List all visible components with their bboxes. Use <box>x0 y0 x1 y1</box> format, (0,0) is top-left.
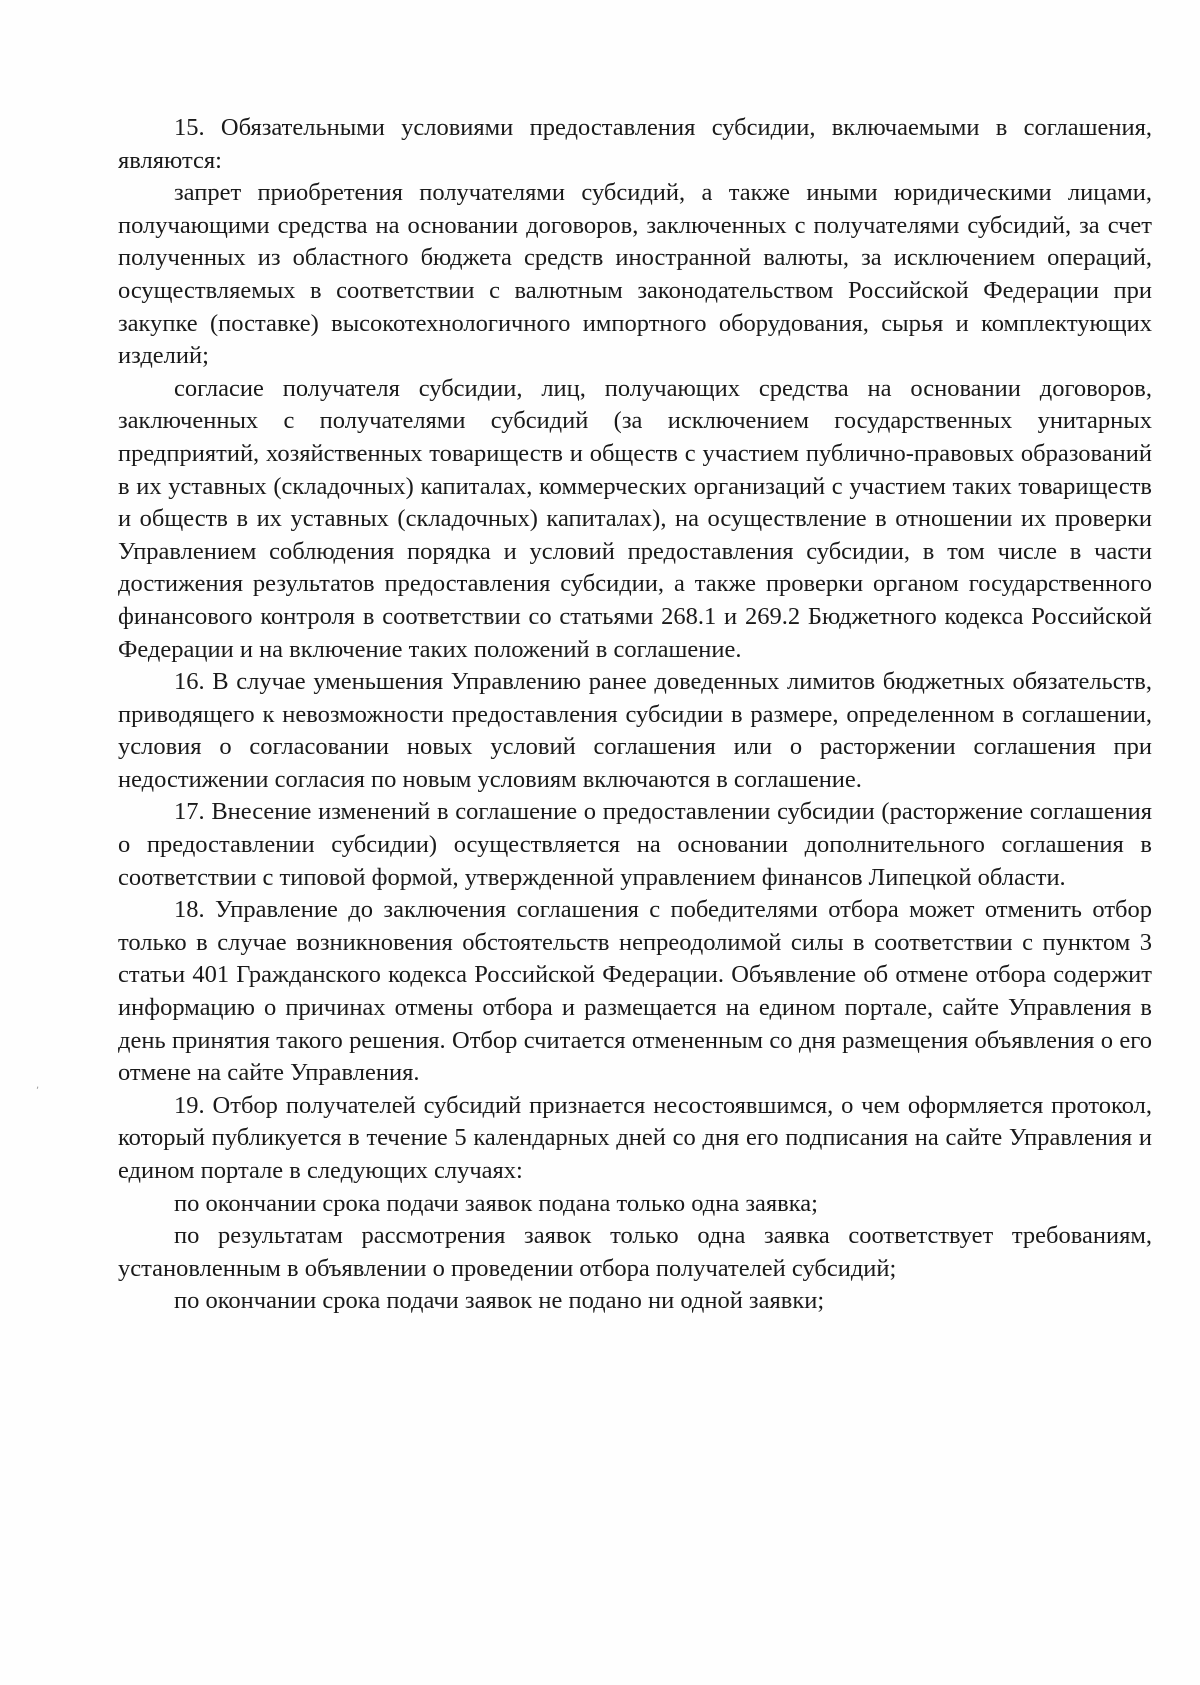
paragraph-17: 17. Внесение изменений в соглашение о предоставлении субсидии (расторжение соглашения о предоставлении субсидии) осуществляется на основании дополнительного соглашения в соответствии с типовой формой, утвержденной управлением финансов Липецкой области. <box>118 798 1152 891</box>
paragraph-18: 18. Управление до заключения соглашения с победителями отбора может отменить отбор только в случае возникновения обстоятельств непреодолимой силы в соответствии с пунктом 3 статьи 401 Гражданского кодекса Российской Федерации. Объявление об отмене отбора содержит информацию о причинах отмены отбора и размещается на едином портале, сайте Управления в день принятия такого решения. Отбор считается отмененным со дня размещения объявления о его отмене на сайте Управления. <box>118 896 1152 1087</box>
paragraph-currency-ban: запрет приобретения получателями субсидий, а также иными юридическими лицами, получающими средства на основании договоров, заключенных с получателями субсидий, за счет полученных из областного бюджета средств иностранной валюты, за исключением операций, осуществляемых в соответствии с валютным законодательством Российской Федерации при закупке (поставке) высокотехнологичного импортного оборудования, сырья и комплектующих изделий; <box>118 179 1152 370</box>
paragraph-15: 15. Обязательными условиями предоставления субсидии, включаемыми в соглашения, являются: <box>118 114 1152 174</box>
list-item-one-application: по окончании срока подачи заявок подана только одна заявка; <box>174 1189 818 1217</box>
paragraph-consent: согласие получателя субсидии, лиц, получающих средства на основании договоров, заключенных с получателями субсидий (за исключением государственных унитарных предприятий, хозяйственных товариществ и обществ с участием публично-правовых образований в их уставных (складочных) капиталах, коммерческих организаций с участием таких товариществ и обществ в их уставных (складочных) капиталах), на осуществление в отношении их проверки Управлением соблюдения порядка и условий предоставления субсидии, в том числе в части достижения результатов предоставления субсидии, а также проверки органом государственного финансового контроля в соответствии со статьями 268.1 и 269.2 Бюджетного кодекса Российской Федерации и на включение таких положений в соглашение. <box>118 374 1152 663</box>
list-item-no-applications: по окончании срока подачи заявок не подано ни одной заявки; <box>174 1287 825 1315</box>
scan-mark: , <box>36 1080 40 1091</box>
list-item-one-compliant: по результатам рассмотрения заявок только одна заявка соответствует требованиям, установленным в объявлении о проведении отбора получателей субсидий; <box>118 1222 1152 1282</box>
paragraph-16: 16. В случае уменьшения Управлению ранее доведенных лимитов бюджетных обязательств, приводящего к невозможности предоставления субсидии в размере, определенном в соглашении, условия о согласовании новых условий соглашения или о расторжении соглашения при недостижении согласия по новым условиям включаются в соглашение. <box>118 668 1152 793</box>
document-body <box>118 112 1152 1318</box>
paragraph-19: 19. Отбор получателей субсидий признается несостоявшимся, о чем оформляется протокол, который публикуется в течение 5 календарных дней со дня его подписания на сайте Управления и едином портале в следующих случаях: <box>118 1091 1152 1184</box>
